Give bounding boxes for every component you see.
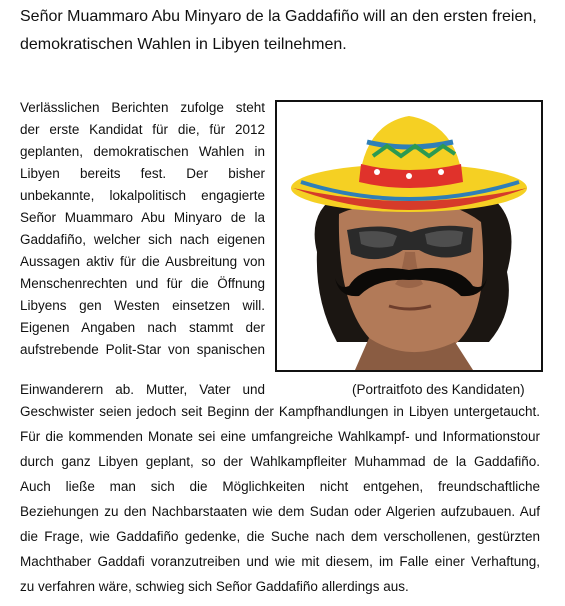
body-line: Aussagen aktiv für die Ausbreitung von [20, 254, 265, 269]
body-line: Machthaber Gaddafi voranzutreiben und wie mit diesem, im Falle einer Verhaftung, [20, 554, 540, 569]
body-line: Libyen bereits fest. Der bisher [20, 166, 265, 181]
body-line: Gaddafiño, welcher sich nach eigenen [20, 232, 265, 247]
body-line: unbekannte, lokalpolitisch engagierte [20, 188, 265, 203]
body-line: Menschenrechten und für die Öffnung [20, 276, 265, 291]
body-line: durch ganz Libyen geplant, so der Wahlkampfleiter Muhammad de la Gaddafiño. [20, 454, 540, 469]
body-line: Beziehungen zu den Nachbarstaaten wie dem Sudan oder Algerien aufzubauen. Auf [20, 504, 540, 519]
portrait-illustration [277, 102, 541, 370]
body-line: Auch ließe man sich die Möglichkeiten nicht entgehen, freundschaftliche [20, 479, 540, 494]
body-line: zu verfahren wäre, schwieg sich Señor Gaddafiño allerdings aus. [20, 579, 409, 594]
body-line: Für die kommenden Monate sei eine umfangreiche Wahlkampf- und Informationstour [20, 429, 540, 444]
body-line: Libyens gen Westen einsetzen will. [20, 298, 265, 313]
body-line: Geschwister seien jedoch seit Beginn der Kampfhandlungen in Libyen untergetaucht. [20, 404, 540, 419]
headline-line: Señor Muammaro Abu Minyaro de la Gaddafiño will an den ersten freien, [20, 8, 537, 25]
body-line: der erste Kandidat für die, für 2012 [20, 122, 265, 137]
body-line: aufstrebende Polit-Star von spanischen [20, 342, 265, 357]
body-line: Señor Muammaro Abu Minyaro de la [20, 210, 265, 225]
body-line: die Frage, wie Gaddafiño gedenke, die Suche nach dem verschollenen, gestürzten [20, 529, 540, 544]
body-line: Verlässlichen Berichten zufolge steht [20, 100, 265, 115]
body-line: Eigenen Angaben nach stammt der [20, 320, 265, 335]
photo-caption: (Portraitfoto des Kandidaten) [352, 382, 525, 397]
body-line: geplanten, demokratischen Wahlen in [20, 144, 265, 159]
body-line: Einwanderern ab. Mutter, Vater und [20, 382, 265, 397]
headline-line: demokratischen Wahlen in Libyen teilnehmen. [20, 35, 347, 53]
article-headline [20, 3, 550, 58]
candidate-portrait [275, 100, 543, 372]
